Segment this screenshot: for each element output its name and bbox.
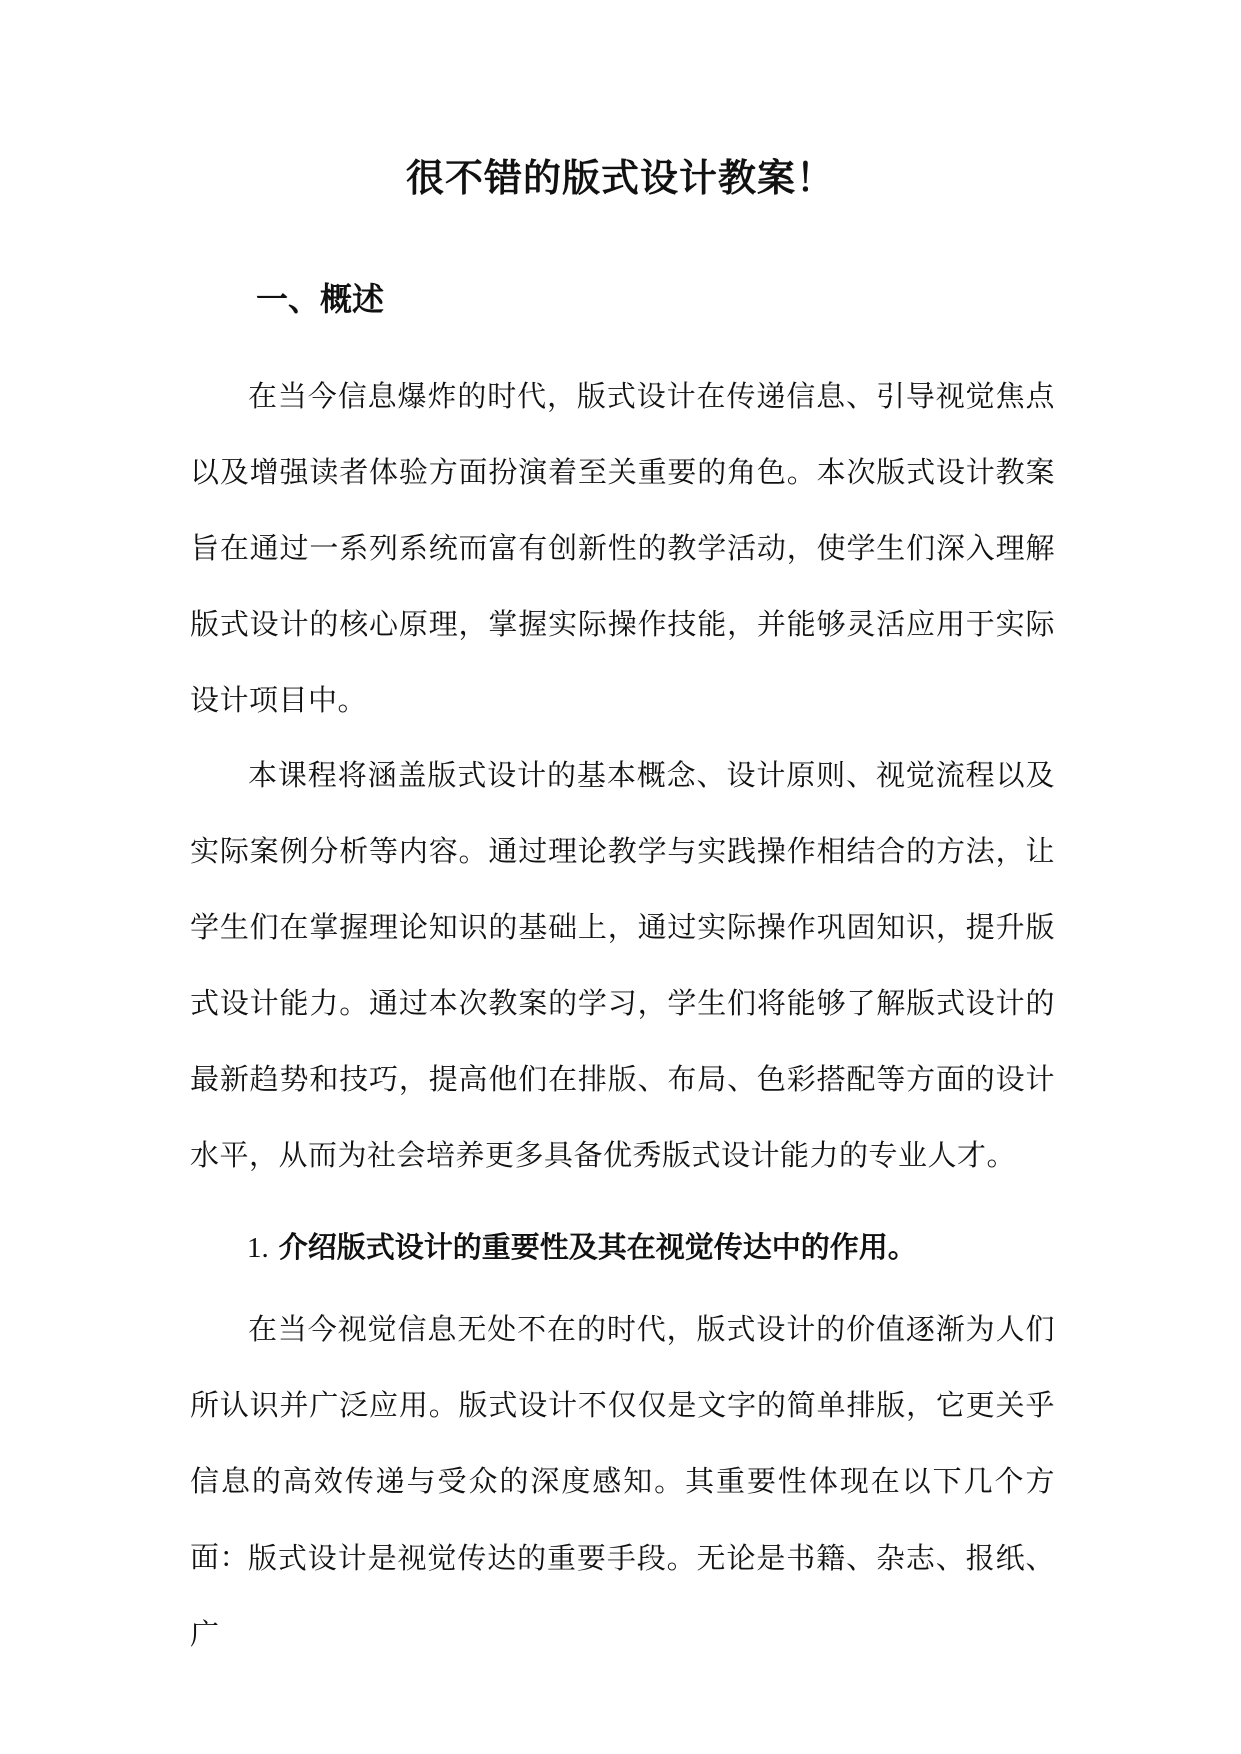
paragraph-overview-2: 本课程将涵盖版式设计的基本概念、设计原则、视觉流程以及实际案例分析等内容。通过理论教学与实践操作相结合的方法，让学生们在掌握理论知识的基础上，通过实际操作巩固知识，提升版式设计能力。通过本次教案的学习，学生们将能够了解版式设计的最新趋势和技巧，提高他们在排版、布局、色彩搭配等方面的设计水平，从而为社会培养更多具备优秀版式设计能力的专业人才。 [190,758,1055,1172]
subheading-text: 介绍版式设计的重要性及其在视觉传达中的作用。 [278,1230,917,1264]
document-title: 很不错的版式设计教案！ [405,155,835,200]
subheading-1 [247,1225,917,1270]
paragraph-importance-1: 在当今视觉信息无处不在的时代，版式设计的价值逐渐为人们所认识并广泛应用。版式设计不仅仅是文字的简单排版，它更关乎信息的高效传递与受众的深度感知。其重要性体现在以下几个方面： [190,1312,1055,1574]
subheading-number: 1. [247,1232,269,1264]
section-heading-overview: 一、概述 [256,280,385,318]
paragraph-overview-1: 在当今信息爆炸的时代，版式设计在传递信息、引导视觉焦点以及增强读者体验方面扮演着至关重要的角色。本次版式设计教案旨在通过一系列系统而富有创新性的教学活动，使学生们深入理解版式设计的核心原理，掌握实际操作技能，并能够灵活应用于实际设计项目中。 [190,379,1055,717]
paragraph-importance-2: 版式设计是视觉传达的重要手段。无论是书籍、杂志、报纸、广 [190,1541,1055,1651]
